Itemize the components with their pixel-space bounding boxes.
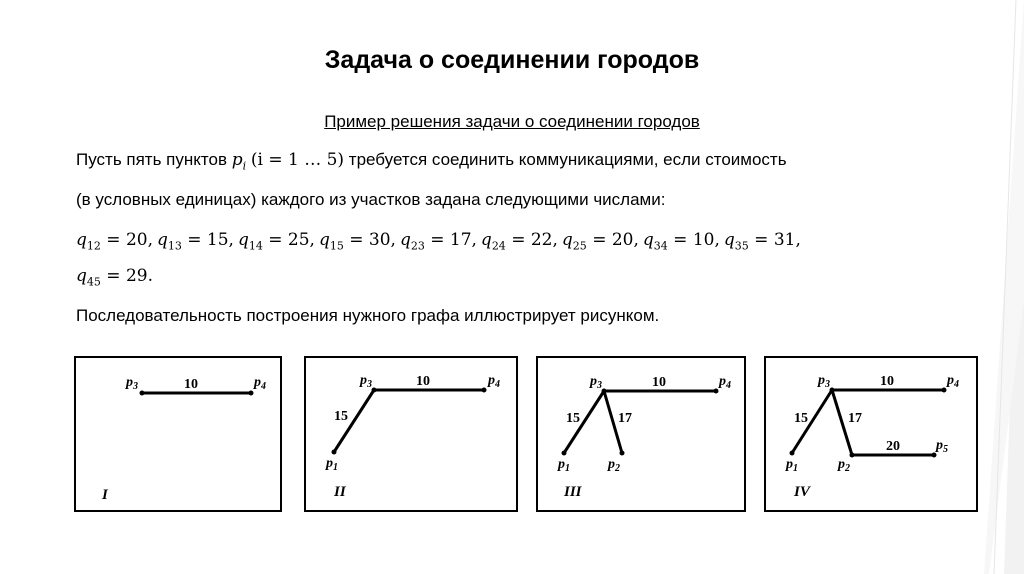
label-p3: $p_3$ (818, 373, 830, 390)
label-p4: $p_4$ (254, 375, 266, 392)
edge-label-20: 20 (886, 439, 900, 454)
edge-label-10: 10 (416, 374, 430, 389)
graph-panel-1 (74, 356, 282, 517)
node-p3 (140, 391, 145, 396)
edge-label-15: 15 (794, 411, 808, 426)
label-p1: $p_1$ (558, 457, 570, 474)
cost-q35: $q_{35} = 31$, (723, 230, 801, 253)
label-p3: $p_3$ (590, 374, 602, 391)
cost-q12: $q_{12} = 20$, (76, 230, 153, 253)
panel-roman: I (102, 487, 108, 503)
cost-q13: $q_{13} = 15$, (156, 230, 234, 253)
edge-label-10: 10 (652, 375, 666, 390)
label-p4: $p_4$ (488, 373, 500, 390)
panel-roman: IV (794, 484, 810, 500)
cost-q14: $q_{14} = 25$, (237, 230, 315, 253)
label-p2: $p_2$ (608, 457, 620, 474)
label-p3: $p_3$ (360, 373, 372, 390)
edge-label-10: 10 (880, 374, 894, 389)
label-p5: $p_5$ (936, 438, 948, 455)
edge-label-10: 10 (184, 377, 198, 392)
label-p4: $p_4$ (719, 374, 731, 391)
label-p1: $p_1$ (326, 456, 338, 473)
label-p4: $p_4$ (947, 373, 959, 390)
label-p3: $p_3$ (126, 375, 138, 392)
graph-panel-3 (536, 356, 746, 517)
label-p2: $p_2$ (838, 457, 850, 474)
cost-q24: $q_{24} = 22$, (480, 230, 558, 253)
text-line-4: Последовательность построения нужного графа иллюстрирует рисунком. (76, 306, 660, 325)
label-p1: $p_1$ (786, 457, 798, 474)
slide-subtitle: Пример решения задачи о соединении городов (324, 112, 700, 131)
edge-label-15: 15 (334, 409, 348, 424)
cost-equations-row-1 (76, 230, 805, 252)
cost-q34: $q_{34} = 10$, (642, 230, 720, 253)
cost-q15: $q_{15} = 30$, (318, 230, 396, 253)
node-p4 (249, 391, 254, 396)
text-line-1: Пусть пять пунктов $p_i$ (i = 1 … 5) требуется соединить коммуникациями, если стоимость (76, 150, 787, 173)
math-range: (i = 1 … 5) (250, 150, 345, 170)
edge-label-17: 17 (848, 411, 862, 426)
text-line-2: (в условных единицах) каждого из участков задана следующими числами: (76, 190, 666, 209)
graph-panel-4 (764, 356, 978, 517)
panel-roman: II (334, 484, 346, 500)
cost-q23: $q_{23} = 17$, (399, 230, 477, 253)
panel-roman: III (564, 484, 582, 500)
cost-q25: $q_{25} = 20$, (561, 230, 639, 253)
edge-label-17: 17 (618, 411, 632, 426)
cost-q45: $q_{45} = 29$. (76, 266, 153, 289)
edge-label-15: 15 (566, 411, 580, 426)
graph-panel-2 (304, 356, 518, 517)
cost-equations-row-2 (76, 266, 157, 288)
math-p-i: $p_i$ (231, 150, 247, 173)
slide-title: Задача о соединении городов (324, 46, 700, 74)
